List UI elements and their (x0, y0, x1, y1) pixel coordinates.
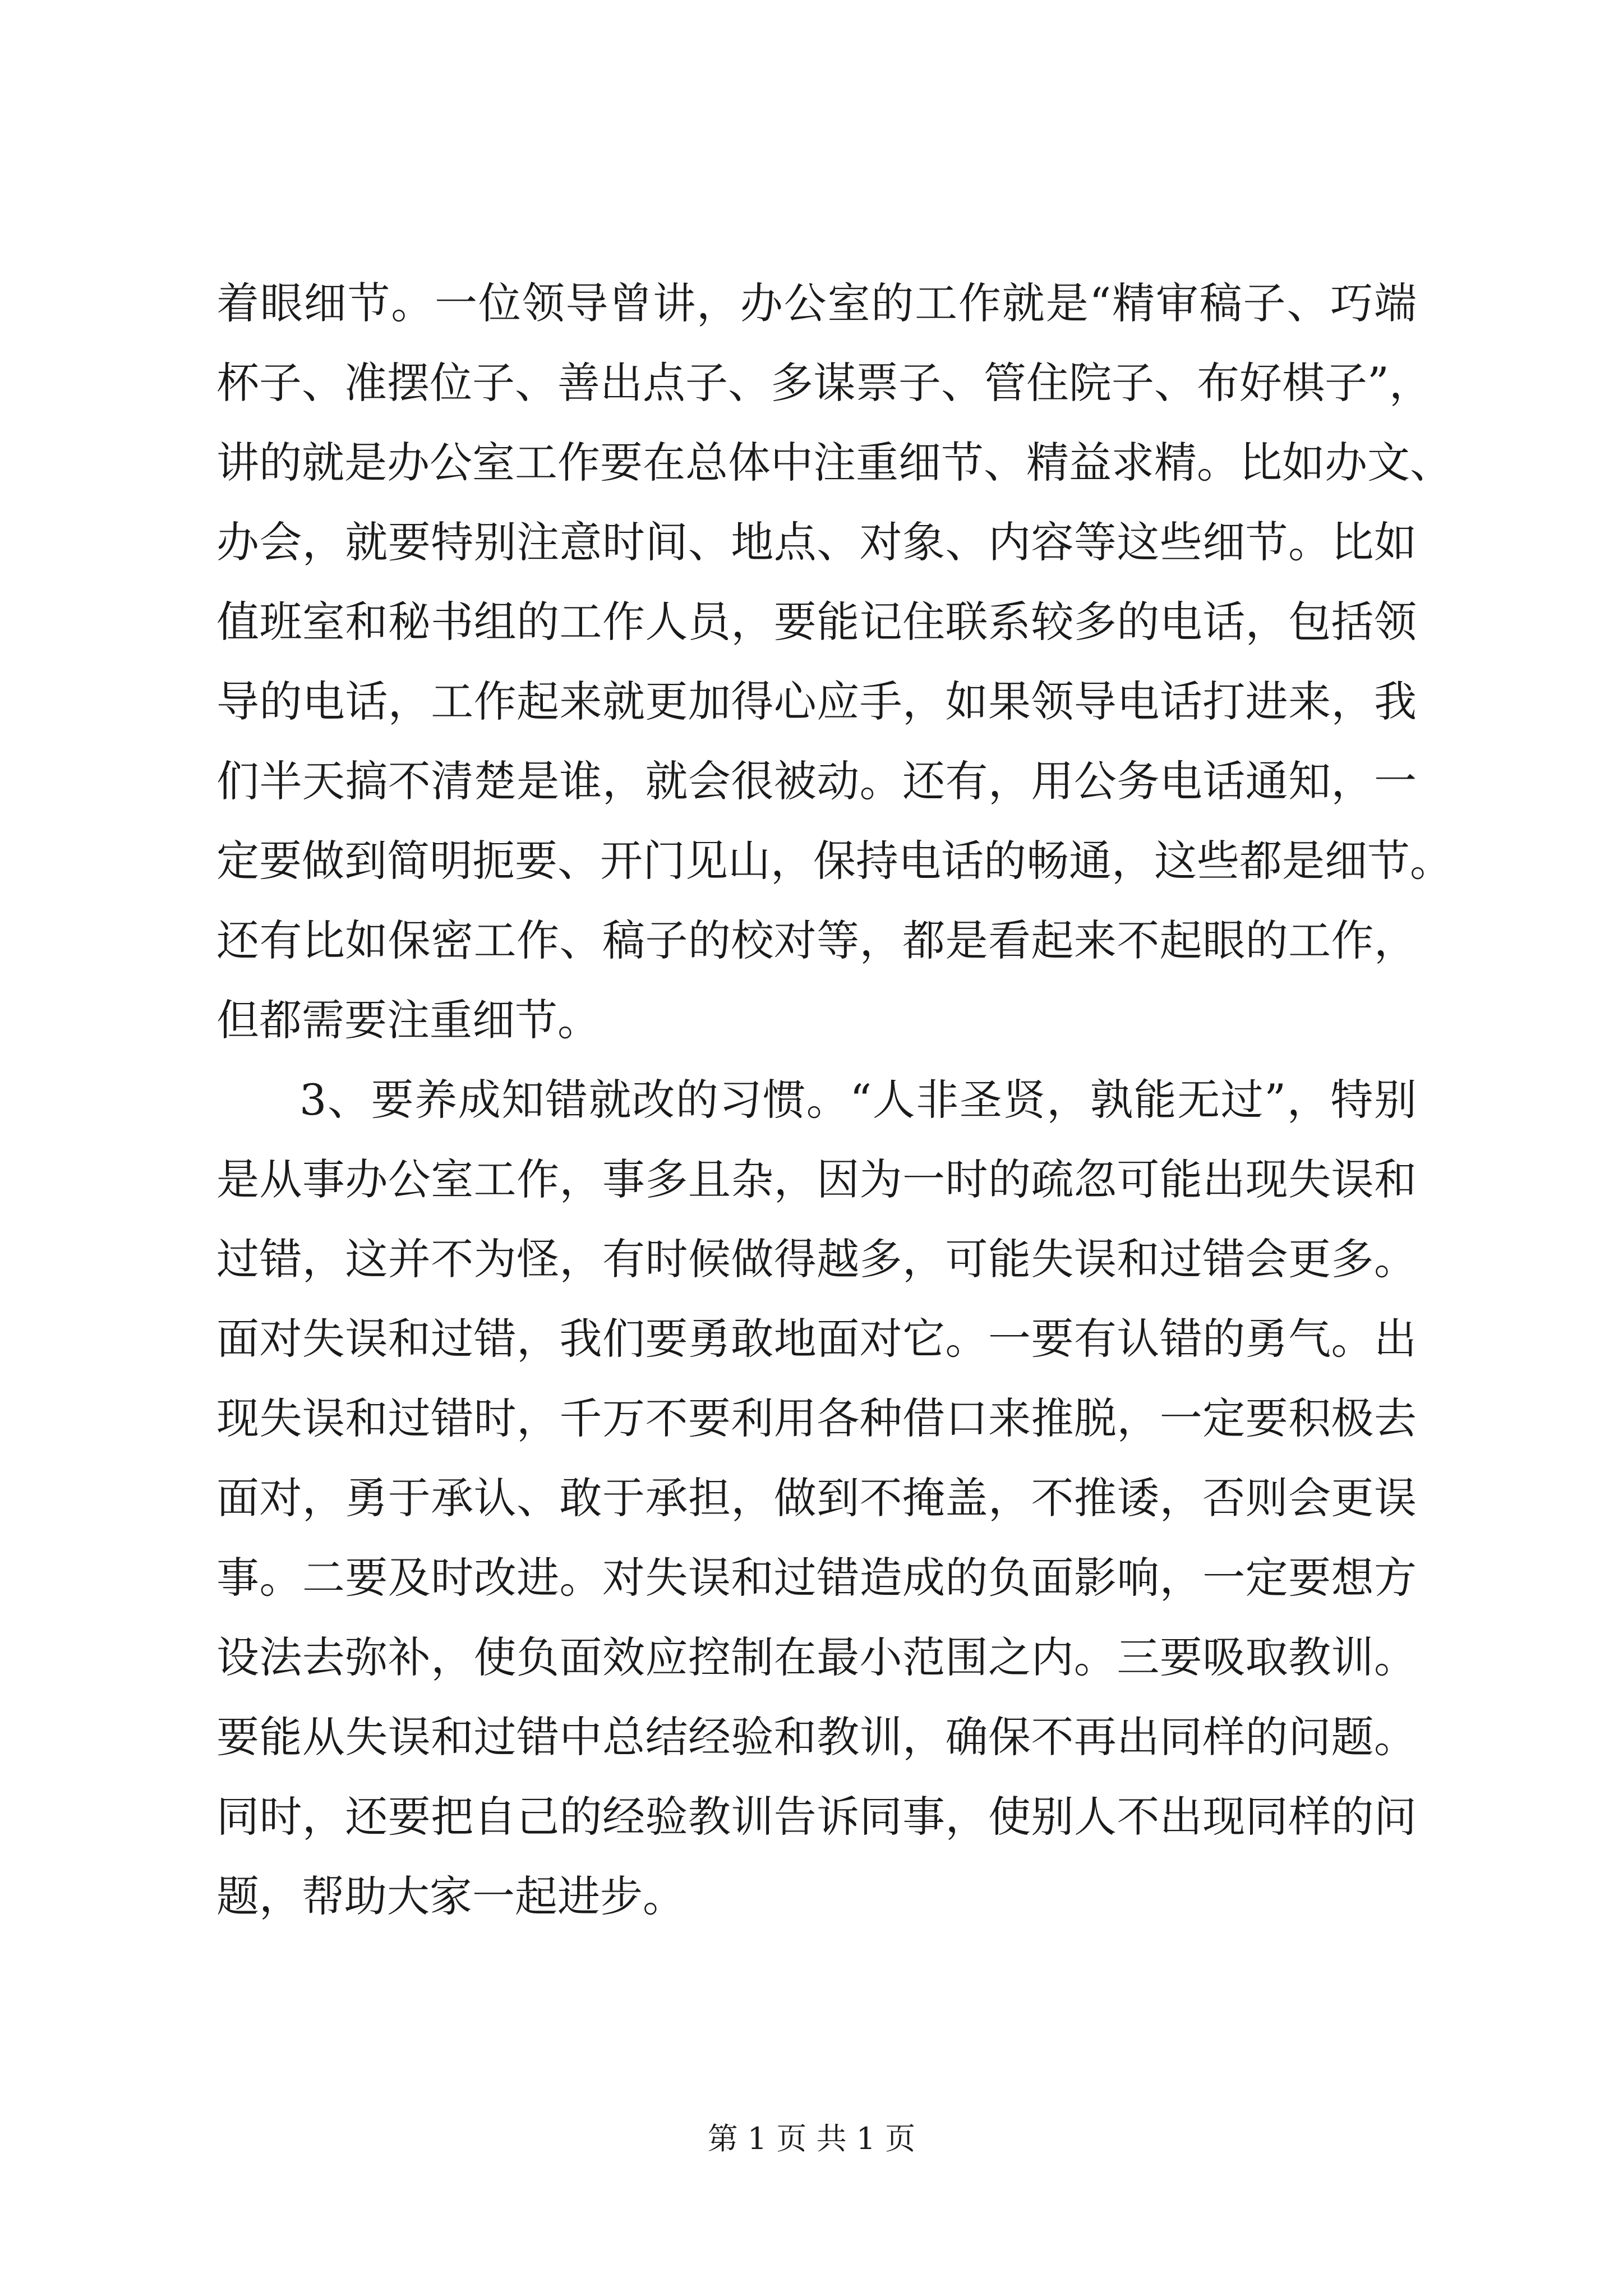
body-text (216, 264, 1453, 1936)
paragraph-heading-line: 3、要养成知错就改的习惯。“人非圣贤，孰能无过”，特别 (299, 1075, 1417, 1125)
text-line: 现失误和过错时，千万不要利用各种借口来推脱，一定要积极去 (216, 1393, 1417, 1443)
text-line: 事。二要及时改进。对失误和过错造成的负面影响，一定要想方 (216, 1553, 1417, 1603)
text-line: 面对失误和过错，我们要勇敢地面对它。一要有认错的勇气。出 (216, 1314, 1417, 1364)
text-line: 题，帮助大家一起进步。 (216, 1871, 685, 1921)
text-line: 杯子、准摆位子、善出点子、多谋票子、管住院子、布好棋子”， (216, 358, 1432, 408)
text-line: 但都需要注重细节。 (216, 995, 600, 1045)
text-line: 导的电话，工作起来就更加得心应手，如果领导电话打进来，我 (216, 677, 1417, 726)
text-line: 面对，勇于承认、敢于承担，做到不掩盖，不推诿，否则会更误 (216, 1473, 1417, 1523)
text-line: 设法去弥补，使负面效应控制在最小范围之内。三要吸取教训。 (216, 1632, 1417, 1682)
text-line: 还有比如保密工作、稿子的校对等，都是看起来不起眼的工作， (216, 915, 1417, 965)
text-line: 过错，这并不为怪，有时候做得越多，可能失误和过错会更多。 (216, 1234, 1417, 1284)
page-number-footer: 第 1 页 共 1 页 (707, 2121, 916, 2156)
text-line: 着眼细节。一位领导曾讲，办公室的工作就是“精审稿子、巧端 (216, 278, 1417, 328)
text-line: 同时，还要把自己的经验教训告诉同事，使别人不出现同样的问 (216, 1792, 1417, 1842)
text-line: 是从事办公室工作，事多且杂，因为一时的疏忽可能出现失误和 (216, 1154, 1417, 1204)
text-line: 值班室和秘书组的工作人员，要能记住联系较多的电话，包括领 (216, 597, 1417, 647)
text-line: 们半天搞不清楚是谁，就会很被动。还有，用公务电话通知，一 (216, 756, 1417, 806)
text-line: 要能从失误和过错中总结经验和教训，确保不再出同样的问题。 (216, 1712, 1417, 1762)
text-line: 定要做到简明扼要、开门见山，保持电话的畅通，这些都是细节。 (216, 836, 1453, 886)
text-line: 办会，就要特别注意时间、地点、对象、内容等这些细节。比如 (216, 517, 1417, 567)
text-line: 讲的就是办公室工作要在总体中注重细节、精益求精。比如办文、 (216, 438, 1453, 487)
